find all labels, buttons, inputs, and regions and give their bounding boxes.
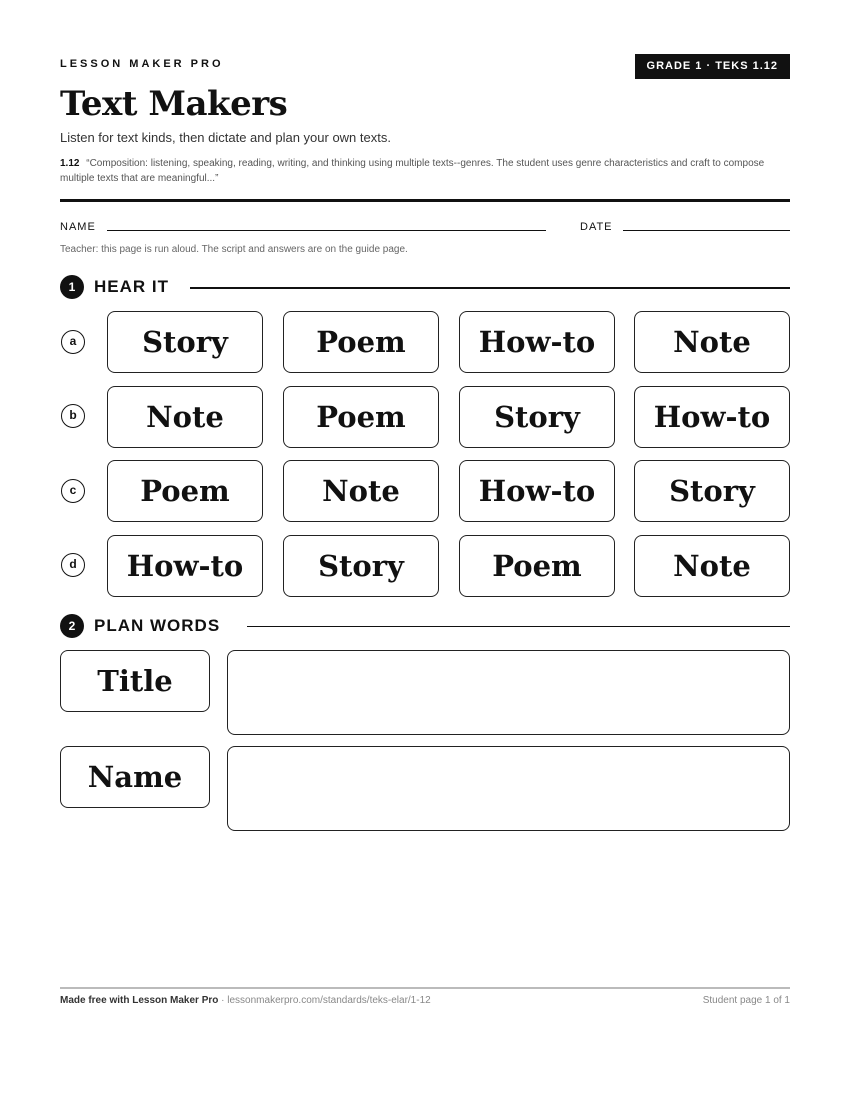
section-2-number: 2	[60, 614, 84, 638]
choice-card[interactable]: Poem	[283, 386, 439, 448]
section-2-header	[60, 614, 220, 638]
date-write-line[interactable]	[623, 230, 790, 231]
standard-text: “Composition: listening, speaking, reading, writing, and thinking using multiple texts--genres. The student uses genre characteristics and craft to compose multiple texts that are meaningful...”	[60, 158, 765, 184]
choice-card[interactable]: Note	[634, 311, 790, 373]
footer-made-with: Made free with Lesson Maker Pro	[60, 995, 219, 1006]
row-letter-b: b	[61, 404, 85, 428]
name-label: NAME	[60, 221, 96, 233]
choice-card[interactable]: How-to	[634, 386, 790, 448]
choice-card[interactable]: Story	[634, 460, 790, 522]
choice-card[interactable]: Story	[107, 311, 263, 373]
choice-card[interactable]: Poem	[107, 460, 263, 522]
row-letter-a: a	[61, 330, 85, 354]
teacher-note: Teacher: this page is run aloud. The script and answers are on the guide page.	[60, 244, 408, 255]
choice-card[interactable]: Poem	[283, 311, 439, 373]
choice-card[interactable]: How-to	[459, 460, 615, 522]
page-subtitle: Listen for text kinds, then dictate and plan your own texts.	[60, 130, 391, 145]
standard-description	[60, 156, 790, 186]
standard-code: 1.12	[60, 158, 80, 169]
row-letter-d: d	[61, 553, 85, 577]
row-letter-c: c	[61, 479, 85, 503]
section-1-rule	[190, 287, 790, 289]
choice-card[interactable]: Note	[107, 386, 263, 448]
name-write-line[interactable]	[107, 230, 546, 231]
name-write-box[interactable]	[227, 746, 790, 831]
choice-card[interactable]: How-to	[107, 535, 263, 597]
title-write-box[interactable]	[227, 650, 790, 735]
choice-card[interactable]: Note	[634, 535, 790, 597]
choice-card[interactable]: Story	[459, 386, 615, 448]
header-divider	[60, 199, 790, 202]
choice-card[interactable]: Poem	[459, 535, 615, 597]
brand-name: LESSON MAKER PRO	[60, 58, 224, 70]
section-2-rule	[247, 626, 790, 627]
choice-card[interactable]: Note	[283, 460, 439, 522]
footer-page-info: Student page 1 of 1	[702, 995, 790, 1006]
footer-url[interactable]: · lessonmakerpro.com/standards/teks-elar/1-12	[218, 995, 431, 1006]
footer-divider	[60, 987, 790, 989]
worksheet-page	[60, 0, 790, 1100]
section-1-number: 1	[60, 275, 84, 299]
date-label: DATE	[580, 221, 613, 233]
plan-label-name: Name	[60, 746, 210, 808]
section-1-header	[60, 275, 169, 299]
section-1-title: HEAR IT	[94, 277, 169, 296]
section-2-title: PLAN WORDS	[94, 616, 221, 635]
plan-label-title: Title	[60, 650, 210, 712]
grade-badge: GRADE 1 · TEKS 1.12	[635, 54, 790, 79]
choice-card[interactable]: How-to	[459, 311, 615, 373]
page-title: Text Makers	[60, 84, 288, 124]
footer-credit	[60, 995, 431, 1006]
choice-card[interactable]: Story	[283, 535, 439, 597]
